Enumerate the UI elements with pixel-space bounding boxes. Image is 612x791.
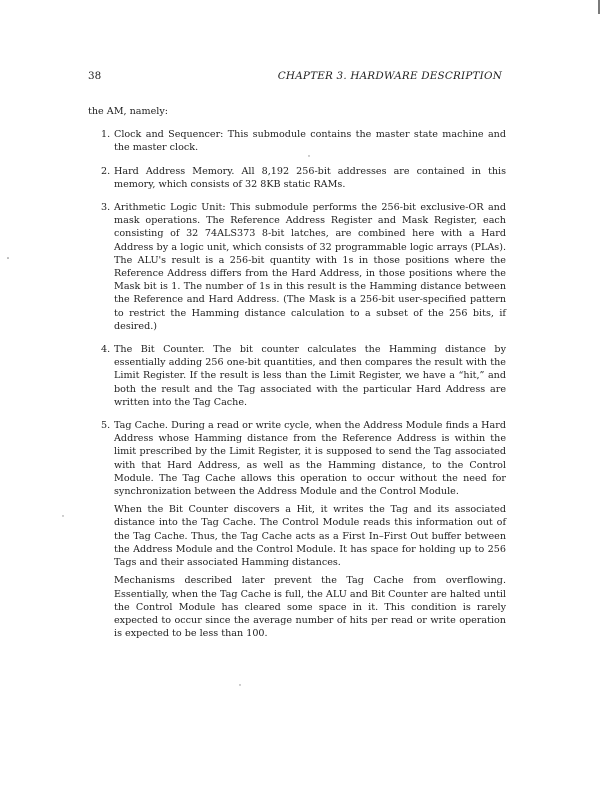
body-text — [88, 105, 506, 650]
list-item — [88, 128, 506, 154]
list-number: 2. — [101, 165, 111, 177]
list-number: 1. — [101, 129, 111, 141]
scan-speck — [62, 515, 63, 516]
list-number: 5. — [101, 420, 111, 432]
list-item — [88, 343, 506, 409]
submodule-list — [88, 128, 506, 640]
list-item — [88, 419, 506, 640]
scan-speck — [7, 257, 9, 259]
intro-line: the AM, namely: — [88, 106, 169, 117]
list-paragraph: Hard Address Memory. All 8,192 256-bit addresses are contained in this memory, which consists of 32 8KB static RAMs. — [114, 165, 506, 190]
running-header — [88, 70, 502, 82]
list-paragraph: Clock and Sequencer: This submodule contains the master state machine and the master clock. — [114, 129, 506, 154]
list-paragraph: The Bit Counter. The bit counter calculates the Hamming distance by essentially adding 256 one-bit quantities, and then compares the result with the Limit Register. If the result is less than the Limit Register, we have a “hit,” and both the result and the Tag associated with the particular Hard Address are written into the Tag Cache. — [114, 344, 506, 408]
page-number: 38 — [88, 70, 102, 82]
list-paragraph: Arithmetic Logic Unit: This submodule performs the 256-bit exclusive-OR and mask operations. The Reference Address Register and Mask Register, each consisting of 32 74ALS373 8-bit latches, are combined here with a Hard Address by a logic unit, which consists of 32 programmable logic arrays (PLAs). The ALU's result is a 256-bit quantity with 1s in those positions where the Reference Address differs from the Hard Address, in those positions where the Mask bit is 1. The number of 1s in this result is the Hamming distance between the Reference and Hard Address. (The Mask is a 256-bit user-specified pattern to restrict the Hamming distance calculation to a subset of the 256 bits, if desired.) — [114, 202, 506, 332]
list-paragraph: When the Bit Counter discovers a Hit, it writes the Tag and its associated distance into the Tag Cache. The Control Module reads this information out of the Tag Cache. Thus, the Tag Cache acts as a First In–First Out buffer between the Address Module and the Control Module. It has space for holding up to 256 Tags and their associated Hamming distances. — [114, 504, 506, 569]
list-paragraph: Tag Cache. During a read or write cycle, when the Address Module finds a Hard Address whose Hamming distance from the Reference Address is within the limit prescribed by the Limit Register, it is supposed to send the Tag associated with that Hard Address, as well as the Hamming distance, to the Control Module. The Tag Cache allows this operation to occur without the need for synchronization between the Address Module and the Control Module. — [114, 420, 506, 498]
list-item — [88, 201, 506, 333]
list-item — [88, 165, 506, 191]
list-number: 3. — [101, 202, 111, 214]
chapter-title: CHAPTER 3. HARDWARE DESCRIPTION — [277, 70, 502, 82]
list-paragraph: Mechanisms described later prevent the Tag Cache from overflowing. Essentially, when the Tag Cache is full, the ALU and Bit Counter are halted until the Control Module has cleared some space in it. This condition is rarely expected to occur since the average number of hits per read or write operation is expected to be less than 100. — [114, 575, 506, 640]
scan-speck — [239, 684, 240, 685]
list-number: 4. — [101, 344, 111, 356]
